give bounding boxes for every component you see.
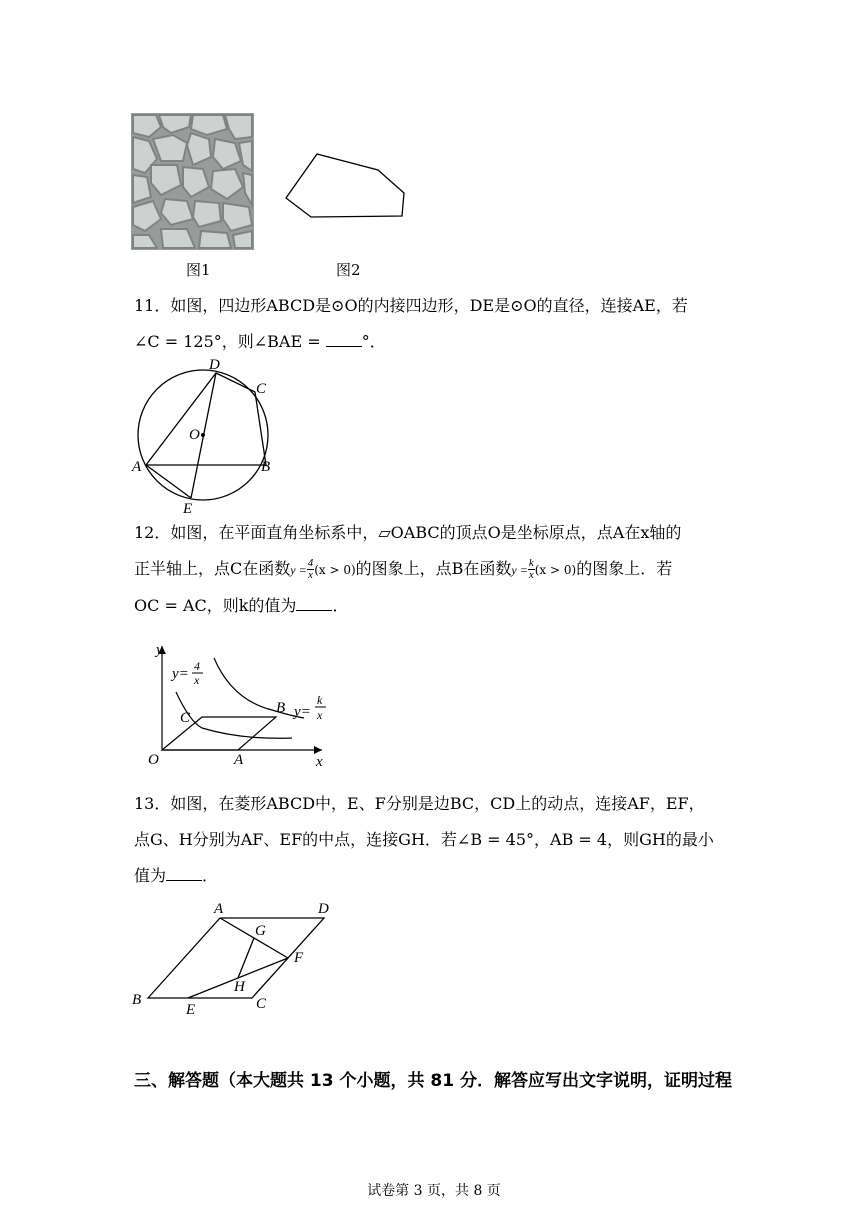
- q12-curve2-label: y=: [294, 704, 311, 720]
- q13-rhombus-figure: [128, 898, 348, 1020]
- q13-line1: 如图，在菱形ABCD中，E、F分别是边BC，CD上的动点，连接AF，EF，: [170, 794, 705, 813]
- q11-answer-blank[interactable]: [326, 332, 362, 347]
- fig2-caption: 图2: [336, 261, 361, 279]
- fig1-caption: 图1: [186, 261, 211, 279]
- q11-circle-figure: [128, 355, 288, 515]
- tile-photo: [131, 113, 254, 250]
- q13-answer-blank[interactable]: [166, 866, 202, 881]
- q12-label-y: y: [156, 642, 163, 658]
- q12-coordinate-figure: [142, 640, 342, 770]
- q11-label-b: B: [261, 459, 271, 475]
- q13-label-b: B: [132, 992, 142, 1008]
- q12-line1: 如图，在平面直角坐标系中，▱OABC的顶点O是坐标原点，点A在x轴的: [170, 523, 682, 542]
- q12-f1-fraction: $\frac{4}{x}$: [307, 557, 314, 581]
- q13-label-d: D: [318, 901, 329, 917]
- q12-label-c: C: [180, 710, 191, 726]
- q12-label-b: B: [276, 700, 286, 716]
- q11-number: 11．: [134, 296, 171, 315]
- q12-label-x: x: [316, 754, 323, 770]
- q12-curve1-den: x: [194, 673, 200, 687]
- q12-line3b: ．: [332, 596, 349, 615]
- q12-curve1-num: 4: [194, 659, 200, 673]
- q12-curve2-num: k: [317, 693, 323, 707]
- q13-label-c: C: [256, 996, 267, 1012]
- q12-answer-blank[interactable]: [296, 596, 332, 611]
- question-11: [134, 288, 754, 360]
- q13-line3b: ．: [202, 866, 219, 885]
- q12-curve2-den: x: [317, 708, 323, 722]
- q12-f2-fraction: $\frac{k}{x}$: [528, 557, 534, 581]
- question-12: [134, 515, 754, 624]
- q11-line2b: °．: [361, 332, 386, 351]
- q11-label-d: D: [209, 357, 220, 373]
- q13-label-a: A: [214, 901, 224, 917]
- question-13: [134, 786, 754, 894]
- q11-line1: 如图，四边形ABCD是⊙O的内接四边形，DE是⊙O的直径，连接AE，若: [170, 296, 688, 315]
- q12-f1-prefix: y =: [290, 563, 307, 577]
- q11-label-o: O: [189, 427, 200, 443]
- q12-number: 12．: [134, 523, 171, 542]
- q12-curve1-label: y=: [172, 666, 189, 682]
- q13-label-h: H: [234, 979, 245, 995]
- section-3-heading: 三、解答题（本大题共 13 个小题，共 81 分．解答应写出文字说明，证明过程: [134, 1071, 732, 1091]
- q13-number: 13．: [134, 794, 171, 813]
- q12-line2a: 正半轴上，点C在函数: [134, 559, 291, 578]
- q11-label-c: C: [256, 381, 267, 397]
- q13-line3a: 值为: [134, 866, 167, 885]
- pentagon-figure: [280, 150, 410, 222]
- q11-line2a: ∠C = 125°，则∠BAE =: [134, 332, 326, 351]
- q11-label-e: E: [183, 501, 193, 515]
- q12-f2-prefix: y =: [511, 563, 528, 577]
- q12-f2-suffix: (x > 0): [534, 563, 577, 577]
- q12-label-a: A: [234, 752, 244, 768]
- q13-label-g: G: [255, 923, 266, 939]
- q12-line2c: 的图象上．若: [576, 559, 673, 578]
- q13-label-f: F: [294, 950, 304, 966]
- q12-line2b: 的图象上，点B在函数: [355, 559, 512, 578]
- q11-label-a: A: [132, 459, 142, 475]
- page-footer: 试卷第 3 页，共 8 页: [367, 1183, 501, 1199]
- q13-label-e: E: [186, 1002, 196, 1018]
- q12-line3a: OC = AC，则k的值为: [134, 596, 297, 615]
- q12-label-o: O: [148, 752, 159, 768]
- q12-f1-suffix: (x > 0): [314, 563, 356, 577]
- q13-line2: 点G、H分别为AF、EF的中点，连接GH．若∠B = 45°，AB = 4，则GH的最小: [134, 830, 714, 849]
